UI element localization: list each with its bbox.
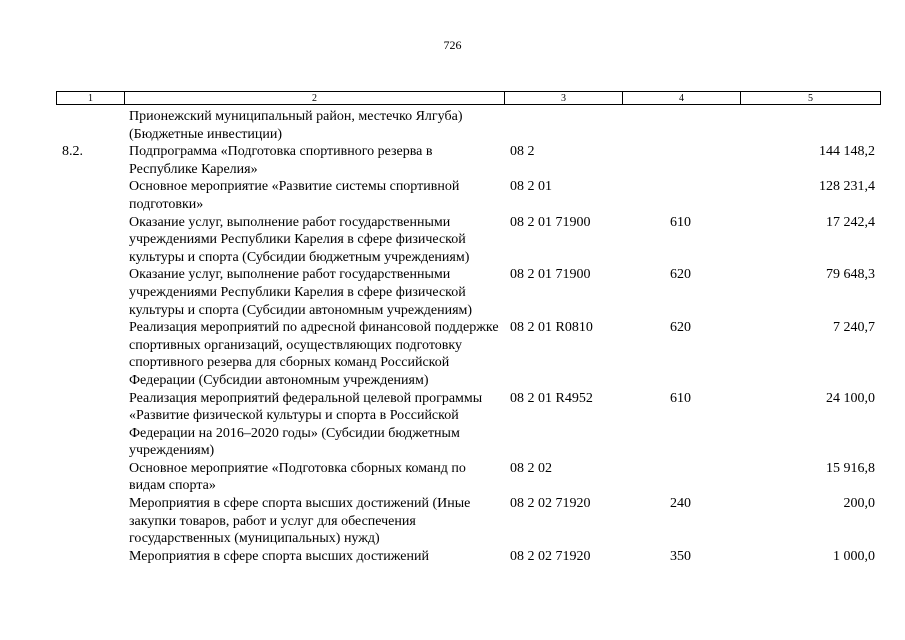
table-row bbox=[0, 548, 905, 566]
row-name: Оказание услуг, выполнение работ государственными учреждениями Республики Карелия в сфере физической культуры и спорта (Субсидии бюджетным учреждениям) bbox=[129, 214, 470, 265]
row-name: Реализация мероприятий по адресной финансовой поддержке спортивных организаций, осуществляющих подготовку спортивного резерва для сборных команд Российской Федерации (Субсидии автономным учреждениям) bbox=[129, 320, 499, 388]
table-row bbox=[0, 390, 905, 460]
column-number-4: 4 bbox=[623, 92, 741, 105]
table-row bbox=[0, 495, 905, 548]
row-name: Мероприятия в сфере спорта высших достижений (Иные закупки товаров, работ и услуг для обеспечения государственных (муниципальных) нужд) bbox=[129, 496, 471, 547]
table-row bbox=[0, 178, 905, 213]
row-expense-type: 620 bbox=[670, 320, 691, 336]
row-sum: 15 916,8 bbox=[826, 460, 875, 476]
row-name: Основное мероприятие «Подготовка сборных команд по видам спорта» bbox=[129, 460, 466, 494]
row-code: 08 2 01 71900 bbox=[510, 214, 591, 230]
row-expense-type: 350 bbox=[670, 548, 691, 564]
column-number-5: 5 bbox=[741, 92, 881, 105]
row-sum: 200,0 bbox=[843, 496, 875, 512]
row-name: Подпрограмма «Подготовка спортивного резерва в Республике Карелия» bbox=[129, 144, 433, 177]
row-sum: 1 000,0 bbox=[833, 548, 875, 564]
column-number-1: 1 bbox=[57, 92, 125, 105]
row-code: 08 2 02 71920 bbox=[510, 548, 591, 564]
column-header-table bbox=[56, 91, 881, 105]
budget-table-body bbox=[0, 108, 905, 565]
row-code: 08 2 02 71920 bbox=[510, 496, 591, 512]
row-expense-type: 610 bbox=[670, 214, 691, 230]
table-row bbox=[0, 214, 905, 267]
row-sum: 17 242,4 bbox=[826, 214, 875, 230]
row-sum: 7 240,7 bbox=[833, 320, 875, 336]
table-row bbox=[0, 108, 905, 143]
table-row bbox=[0, 143, 905, 178]
row-sum: 24 100,0 bbox=[826, 390, 875, 406]
row-code: 08 2 bbox=[510, 144, 535, 160]
row-code: 08 2 01 R4952 bbox=[510, 390, 593, 406]
row-code: 08 2 01 71900 bbox=[510, 267, 591, 283]
row-number: 8.2. bbox=[62, 144, 83, 160]
row-expense-type: 620 bbox=[670, 267, 691, 283]
row-name: Прионежский муниципальный район, местечко Ялгуба) (Бюджетные инвестиции) bbox=[129, 109, 463, 142]
table-row bbox=[0, 319, 905, 389]
row-sum: 144 148,2 bbox=[819, 144, 875, 160]
row-expense-type: 610 bbox=[670, 390, 691, 406]
row-name: Оказание услуг, выполнение работ государственными учреждениями Республики Карелия в сфере физической культуры и спорта (Субсидии автономным учреждениям) bbox=[129, 267, 473, 318]
row-expense-type: 240 bbox=[670, 496, 691, 512]
row-sum: 128 231,4 bbox=[819, 179, 875, 195]
table-row bbox=[0, 460, 905, 495]
row-name: Основное мероприятие «Развитие системы спортивной подготовки» bbox=[129, 179, 460, 212]
column-number-3: 3 bbox=[505, 92, 623, 105]
page-number: 726 bbox=[443, 38, 462, 52]
row-sum: 79 648,3 bbox=[826, 267, 875, 283]
table-row bbox=[0, 266, 905, 319]
row-code: 08 2 02 bbox=[510, 460, 552, 476]
column-number-2: 2 bbox=[125, 92, 505, 105]
column-number-row bbox=[57, 92, 881, 105]
row-name: Реализация мероприятий федеральной целевой программы «Развитие физической культуры и спорта в Российской Федерации на 2016–2020 годы» (Субсидии бюджетным учреждениям) bbox=[129, 390, 483, 459]
row-name: Мероприятия в сфере спорта высших достижений bbox=[129, 548, 429, 564]
row-code: 08 2 01 bbox=[510, 179, 552, 195]
row-code: 08 2 01 R0810 bbox=[510, 320, 593, 336]
